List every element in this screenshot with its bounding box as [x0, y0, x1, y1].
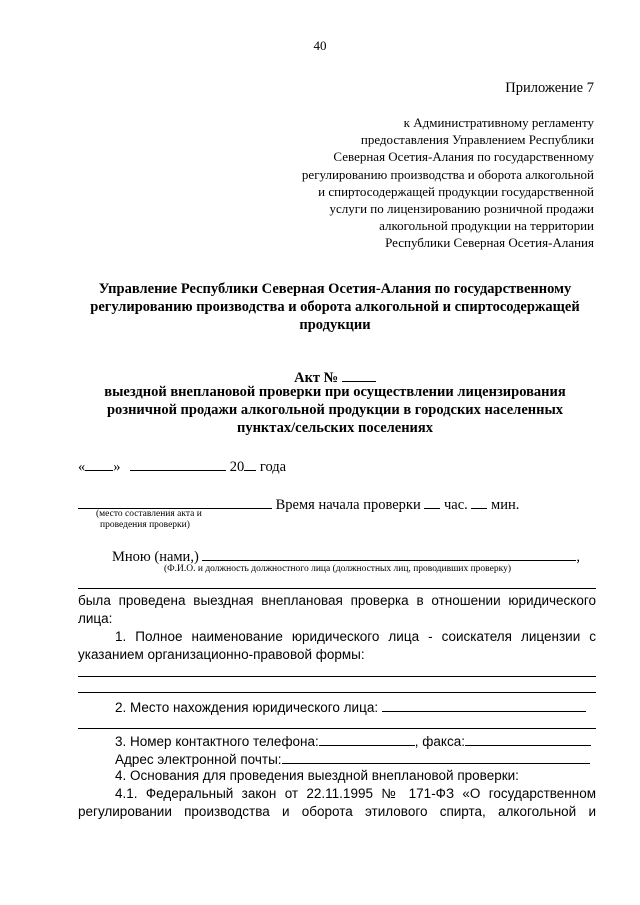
act-number-field[interactable] — [342, 367, 376, 382]
minutes-label: мин. — [491, 497, 520, 513]
close-quote: » — [113, 459, 121, 475]
item-4-1-text-cont: регулировании производства и оборота этилового спирта, алкогольной и — [78, 804, 596, 819]
item-1-answer-line[interactable] — [78, 692, 596, 693]
item-4: 4. Основания для проведения выездной внеплановой проверки: — [115, 768, 519, 783]
item-2-label: 2. Место нахождения юридического лица: — [115, 700, 379, 715]
year-field[interactable] — [244, 456, 256, 471]
item-3 — [115, 731, 591, 751]
inspector-label: Мною (нами,) — [112, 549, 199, 565]
inspector-line — [112, 546, 580, 566]
inspector-field[interactable] — [202, 546, 576, 561]
fax-field[interactable] — [465, 731, 591, 746]
reference-line: Северная Осетия-Алания по государственному — [333, 149, 594, 165]
month-field[interactable] — [130, 456, 226, 471]
act-subtitle-line: пунктах/сельских поселениях — [236, 420, 434, 436]
item-1-answer-line[interactable] — [78, 676, 596, 677]
time-label: Время начала проверки — [275, 497, 421, 513]
reference-line: и спиртосодержащей продукции государственной — [318, 183, 594, 199]
hours-label: час. — [443, 497, 468, 513]
page-number: 40 — [313, 38, 327, 53]
agency-line: регулированию производства и оборота алкогольной и спиртосодержащей — [90, 299, 580, 315]
agency-line: продукции — [299, 317, 371, 333]
item-1-text-end: указанием организационно-правовой формы: — [78, 647, 365, 662]
act-subtitle — [70, 383, 600, 437]
item-3-fax-label: , факса: — [414, 734, 465, 749]
place-caption-line: (место составления акта и — [96, 509, 202, 519]
item-2-field[interactable] — [382, 697, 586, 712]
item-2-answer-line[interactable] — [78, 728, 596, 729]
body-paragraph-1-end: лица: — [78, 611, 113, 626]
inspector-caption: (Ф.И.О. и должность должностного лица (должностных лиц, проводивших проверку) — [164, 564, 511, 574]
phone-field[interactable] — [319, 731, 415, 746]
reference-line: алкогольной продукции на территории — [379, 218, 594, 234]
act-subtitle-line: выездной внеплановой проверки при осуществлении лицензирования — [104, 384, 566, 400]
agency-line: Управление Республики Северная Осетия-Алания по государственному — [98, 281, 572, 297]
place-caption-line: проведения проверки) — [100, 520, 190, 530]
act-subtitle-line: розничной продажи алкогольной продукции в городских населенных — [106, 402, 564, 418]
inspector-trailing: , — [576, 549, 581, 565]
date-line — [78, 456, 286, 476]
reference-line: регулированию производства и оборота алкогольной — [301, 166, 594, 182]
item-2 — [115, 697, 586, 717]
inspector-continuation-line[interactable] — [78, 588, 596, 589]
open-quote: « — [78, 459, 86, 475]
appendix-title: Приложение 7 — [505, 80, 594, 96]
day-field[interactable] — [85, 456, 113, 471]
year-prefix: 20 — [229, 459, 245, 475]
email-field[interactable] — [282, 749, 590, 764]
minutes-field[interactable] — [471, 494, 487, 509]
act-title-text: Акт № — [294, 370, 339, 386]
item-4-1-text: 4.1. Федеральный закон от 22.11.1995 № 171-ФЗ «О государственном — [115, 786, 596, 801]
item-1-text: 1. Полное наименование юридического лица - соискателя лицензии с — [115, 629, 596, 644]
email-line — [115, 749, 590, 769]
reference-line: Республики Северная Осетия-Алания — [385, 235, 594, 251]
body-paragraph-1: была проведена выездная внеплановая проверка в отношении юридического — [78, 593, 596, 608]
agency-heading — [70, 280, 600, 334]
regulation-reference — [302, 114, 594, 252]
year-suffix: года — [256, 459, 287, 475]
item-3-phone-label: 3. Номер контактного телефона: — [115, 734, 319, 749]
reference-line: предоставления Управлением Республики — [360, 132, 594, 148]
hours-field[interactable] — [424, 494, 440, 509]
place-caption — [96, 509, 202, 531]
reference-line: услуги по лицензированию розничной продажи — [329, 201, 594, 217]
reference-line: к Административному регламенту — [403, 115, 594, 130]
email-label: Адрес электронной почты: — [115, 752, 282, 767]
place-field[interactable] — [78, 494, 272, 509]
